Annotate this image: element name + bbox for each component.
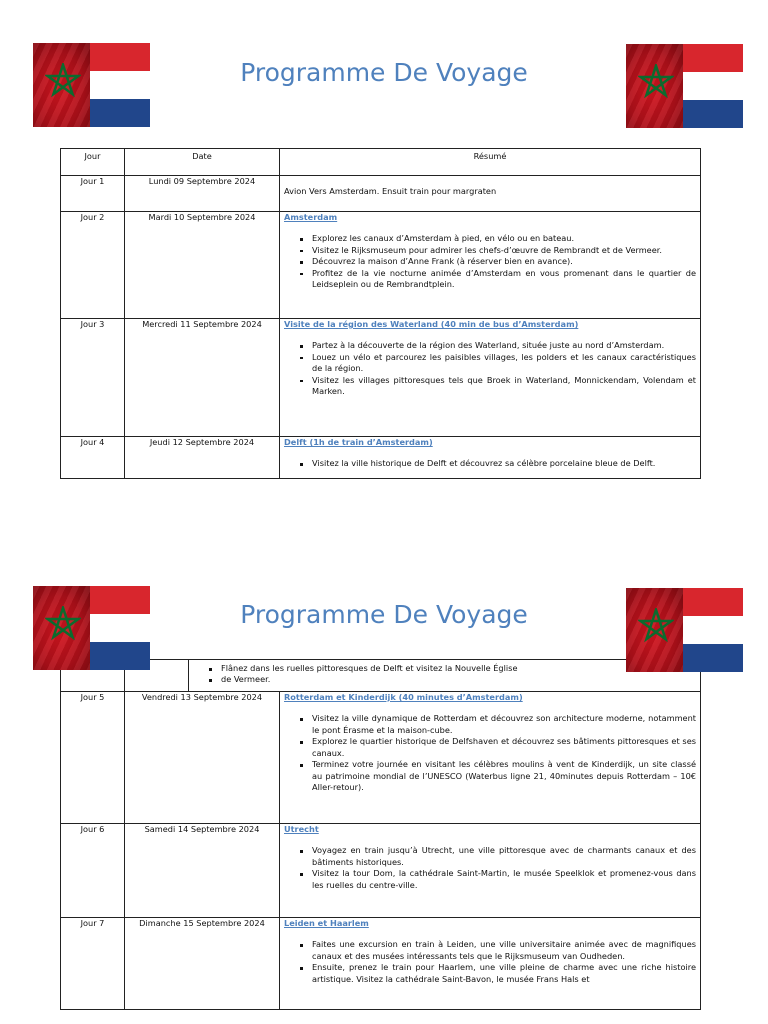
itinerary-table	[60, 659, 701, 692]
list-item: Partez à la découverte de la région des Waterland, située juste au nord d’Amsterdam.	[312, 340, 696, 351]
itinerary-table	[60, 148, 701, 479]
table-row	[61, 319, 701, 437]
summary-cell: Avion Vers Amsterdam. Ensuit train pour margraten	[280, 176, 701, 212]
summary-cell	[280, 319, 701, 437]
table-row	[61, 176, 701, 212]
table-row	[61, 660, 701, 692]
table-row	[61, 212, 701, 319]
list-item: Visitez la ville dynamique de Rotterdam et découvrez son architecture moderne, notamment le pont Érasme et la maison-cube.	[312, 713, 696, 735]
list-item: Visitez la ville historique de Delft et découvrez sa célèbre porcelaine bleue de Delft.	[312, 458, 696, 469]
activity-list	[284, 939, 696, 985]
date-cell: Mardi 10 Septembre 2024	[125, 212, 280, 319]
list-item: Visitez le Rijksmuseum pour admirer les chefs-d’œuvre de Rembrandt et de Vermeer.	[312, 245, 696, 256]
summary-cell	[280, 918, 701, 1010]
section-title: Visite de la région des Waterland (40 min de bus d’Amsterdam)	[284, 319, 579, 329]
activity-list	[193, 663, 696, 686]
date-cell: Mercredi 11 Septembre 2024	[125, 319, 280, 437]
date-cell: Dimanche 15 Septembre 2024	[125, 918, 280, 1010]
list-item: Voyagez en train jusqu’à Utrecht, une ville pittoresque avec de charmants canaux et des bâtiments historiques.	[312, 845, 696, 867]
document-page-2	[0, 530, 768, 1024]
table-header-row	[61, 149, 701, 176]
list-item-continuation: de Vermeer.	[221, 674, 696, 685]
date-cell: Jeudi 12 Septembre 2024	[125, 437, 280, 479]
itinerary-table	[60, 691, 701, 1010]
summary-cell	[280, 437, 701, 479]
table-row	[61, 918, 701, 1010]
column-header-resume: Résumé	[280, 149, 701, 176]
column-header-jour: Jour	[61, 149, 125, 176]
activity-list	[284, 713, 696, 793]
list-item: Louez un vélo et parcourez les paisibles villages, les polders et les canaux caractéristiques de la région.	[312, 351, 696, 374]
section-title: Delft (1h de train d’Amsterdam)	[284, 437, 433, 447]
section-title: Amsterdam	[284, 212, 338, 222]
date-cell: Vendredi 13 Septembre 2024	[125, 692, 280, 824]
activity-list	[284, 340, 696, 397]
activity-list	[284, 845, 696, 891]
table-row	[61, 824, 701, 918]
list-item: Profitez de la vie nocturne animée d’Amsterdam en vous promenant dans le quartier de Leidseplein ou de Rembrandtplein.	[312, 267, 696, 290]
section-title: Leiden et Haarlem	[284, 918, 369, 928]
list-item: Faites une excursion en train à Leiden, une ville universitaire animée avec de magnifiques canaux et des musées intéressants tels que le Rijksmuseum van Oudheden.	[312, 939, 696, 961]
activity-list	[284, 458, 696, 469]
summary-cell	[189, 660, 701, 692]
summary-cell	[280, 212, 701, 319]
summary-cell	[280, 692, 701, 824]
day-cell: Jour 7	[61, 918, 125, 1010]
activity-list	[284, 233, 696, 290]
date-cell: Lundi 09 Septembre 2024	[125, 176, 280, 212]
day-cell: Jour 3	[61, 319, 125, 437]
section-title: Rotterdam et Kinderdijk (40 minutes d’Amsterdam)	[284, 692, 523, 702]
summary-cell	[280, 824, 701, 918]
day-cell: Jour 5	[61, 692, 125, 824]
list-item: Explorez les canaux d’Amsterdam à pied, en vélo ou en bateau.	[312, 233, 696, 244]
date-cell: Samedi 14 Septembre 2024	[125, 824, 280, 918]
table-row	[61, 692, 701, 824]
list-item: Terminez votre journée en visitant les célèbres moulins à vent de Kinderdijk, un site classé au patrimoine mondial de l’UNESCO (Waterbus ligne 21, 40minutes depuis Rotterdam – 10€ Aller-retour).	[312, 759, 696, 793]
list-item: Flânez dans les ruelles pittoresques de Delft et visitez la Nouvelle Église	[221, 663, 696, 674]
list-item: Ensuite, prenez le train pour Haarlem, une ville pleine de charme avec une riche histoire artistique. Visitez la cathédrale Saint-Bavon, le musée Frans Hals et	[312, 962, 696, 984]
list-item: Visitez la tour Dom, la cathédrale Saint-Martin, le musée Speelklok et promenez-vous dans les ruelles du centre-ville.	[312, 868, 696, 890]
column-header-date: Date	[125, 149, 280, 176]
day-cell: Jour 2	[61, 212, 125, 319]
page-title: Programme De Voyage	[240, 600, 528, 629]
day-cell: Jour 1	[61, 176, 125, 212]
list-item: Explorez le quartier historique de Delfshaven et découvrez ses bâtiments pittoresques et ses canaux.	[312, 736, 696, 758]
page-title: Programme De Voyage	[240, 58, 528, 87]
list-item: Découvrez la maison d’Anne Frank (à réserver bien en avance).	[312, 256, 696, 267]
table-row	[61, 437, 701, 479]
list-item: Visitez les villages pittoresques tels que Broek in Waterland, Monnickendam, Volendam et Marken.	[312, 374, 696, 397]
day-cell: Jour 6	[61, 824, 125, 918]
day-cell: Jour 4	[61, 437, 125, 479]
section-title: Utrecht	[284, 824, 319, 834]
